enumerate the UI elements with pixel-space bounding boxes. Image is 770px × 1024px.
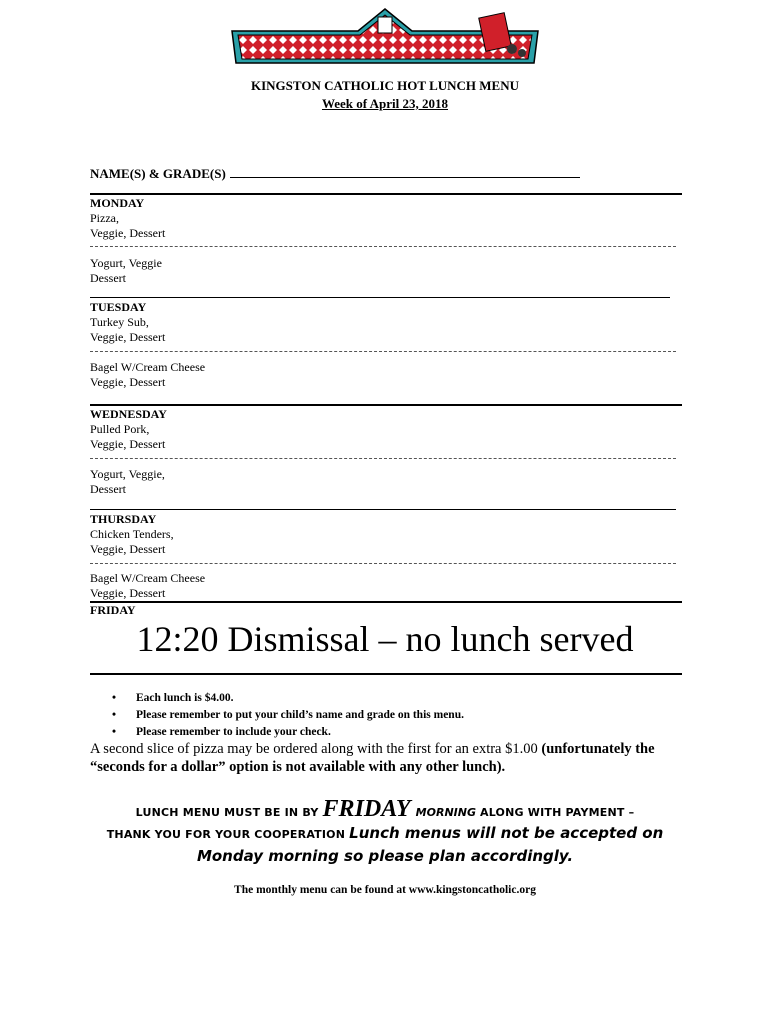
names-grades-line — [230, 167, 580, 178]
menu-title: KINGSTON CATHOLIC HOT LUNCH MENU — [251, 78, 519, 93]
option-text: Veggie, Dessert — [90, 330, 166, 344]
tuesday-section — [90, 300, 165, 345]
payment-deadline: LUNCH MENU MUST BE IN BY FRIDAY MORNING ALONG WITH PAYMENT – — [135, 796, 635, 822]
day-label: THURSDAY — [90, 512, 157, 526]
names-grades-field[interactable] — [90, 166, 580, 182]
bullet-icon: • — [112, 726, 117, 738]
list-item: • Each lunch is $4.00. — [112, 690, 464, 707]
option-text: Veggie, Dessert — [90, 375, 166, 389]
day-label: WEDNESDAY — [90, 407, 167, 421]
friday-section — [90, 603, 136, 618]
option-text: Veggie, Dessert — [90, 437, 166, 451]
day-label: TUESDAY — [90, 300, 147, 314]
option-text: Bagel W/Cream Cheese — [90, 571, 206, 585]
pizza-note-text: A second slice of pizza may be ordered along with the first for an extra $1.00 — [90, 741, 542, 757]
friday-emphasis: FRIDAY — [322, 796, 411, 822]
list-item: • Please remember to include your check. — [112, 724, 464, 741]
wednesday-option-2 — [90, 467, 165, 497]
section-divider — [90, 193, 682, 195]
option-divider — [90, 351, 676, 352]
week-label: Week of April 23, 2018 — [321, 96, 449, 111]
option-text: Pizza, — [90, 211, 119, 225]
thursday-option-2 — [90, 571, 205, 601]
option-divider — [90, 458, 676, 459]
option-text: Veggie, Dessert — [90, 586, 166, 600]
section-divider — [90, 601, 682, 603]
names-grades-label: NAME(S) & GRADE(S) — [90, 166, 226, 181]
day-label: FRIDAY — [90, 603, 136, 617]
option-text: Turkey Sub, — [90, 315, 149, 329]
section-divider — [90, 509, 676, 510]
notes-list — [112, 690, 464, 741]
tuesday-option-2 — [90, 360, 205, 390]
pizza-note-bold: (unfortunately the “seconds for a dollar” option is not available with any other lunch). — [90, 741, 655, 775]
list-item: • Please remember to put your child’s name and grade on this menu. — [112, 707, 464, 724]
day-label: MONDAY — [90, 196, 145, 210]
option-text: Dessert — [90, 482, 126, 496]
option-text: Chicken Tenders, — [90, 527, 174, 541]
option-divider — [90, 563, 676, 564]
thursday-section — [90, 512, 174, 557]
option-text: Yogurt, Veggie — [90, 256, 162, 270]
option-text: Dessert — [90, 271, 126, 285]
wednesday-section — [90, 407, 167, 452]
diner-logo — [228, 5, 542, 71]
bullet-icon: • — [112, 692, 117, 704]
option-text: Veggie, Dessert — [90, 226, 166, 240]
option-text: Veggie, Dessert — [90, 542, 166, 556]
option-divider — [90, 246, 676, 247]
option-text: Yogurt, Veggie, — [90, 467, 165, 481]
section-divider — [90, 404, 682, 406]
section-divider — [90, 673, 682, 675]
bullet-icon: • — [112, 709, 117, 721]
pizza-note — [90, 740, 690, 776]
dismissal-notice: 12:20 Dismissal – no lunch served — [136, 619, 634, 659]
option-text: Pulled Pork, — [90, 422, 150, 436]
payment-thanks: THANK YOU FOR YOUR COOPERATION Lunch menus will not be accepted on — [106, 824, 664, 842]
payment-monday-note: Monday morning so please plan accordingly. — [196, 847, 574, 865]
option-text: Bagel W/Cream Cheese — [90, 360, 206, 374]
monday-option-2 — [90, 256, 162, 286]
website-footer: The monthly menu can be found at www.kingstoncatholic.org — [234, 884, 536, 896]
monday-section — [90, 196, 165, 241]
section-divider — [90, 297, 670, 298]
